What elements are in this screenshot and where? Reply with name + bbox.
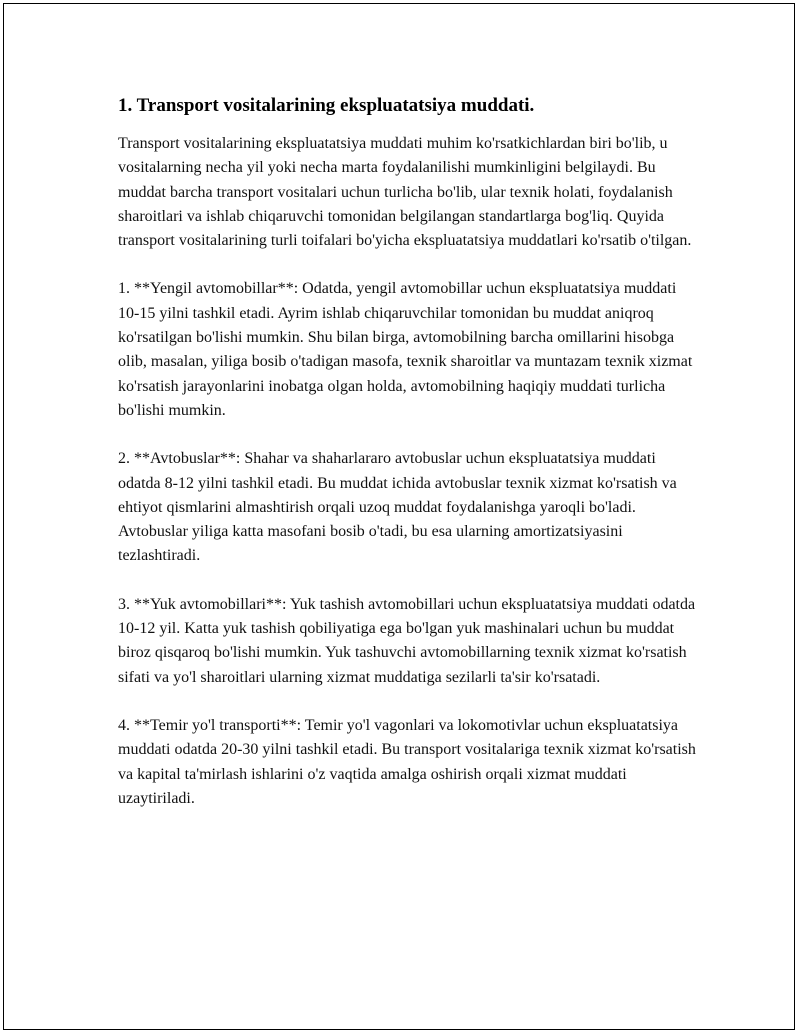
- intro-paragraph: Transport vositalarining ekspluatatsiya muddati muhim ko'rsatkichlardan biri bo'lib, u vositalarning necha yil yoki necha marta foydalanilishi mumkinligini belgilaydi. Bu muddat barcha transport vositalari uchun turlicha bo'lib, ular texnik holati, foydalanish sharoitlari va ishlab chiqaruvchi tomonidan belgilangan standartlarga bog'liq. Quyida transport vositalarining turli toifalari bo'yicha ekspluatatsiya muddatlari ko'rsatib o'tilgan.: [118, 135, 692, 250]
- paragraph-railway: 4. **Temir yo'l transporti**: Temir yo'l vagonlari va lokomotivlar uchun ekspluatatsiya muddati odatda 20-30 yilni tashkil etadi. Bu transport vositalariga texnik xizmat ko'rsatish va kapital ta'mirlash ishlarini o'z vaqtida amalga oshirish orqali xizmat muddati uzaytiriladi.: [118, 716, 696, 807]
- paragraph-cars: 1. **Yengil avtomobillar**: Odatda, yengil avtomobillar uchun ekspluatatsiya muddati 10-15 yilni tashkil etadi. Ayrim ishlab chiqaruvchilar tomonidan bu muddat aniqroq ko'rsatilgan bo'lishi mumkin. Shu bilan birga, avtomobilning barcha omillarini hisobga olib, masalan, yiliga bosib o'tadigan masofa, texnik sharoitlar va muntazam texnik xizmat ko'rsatish jarayonlarini inobatga olgan holda, avtomobilning haqiqiy muddati turlicha bo'lishi mumkin.: [118, 280, 693, 419]
- paragraph-trucks: 3. **Yuk avtomobillari**: Yuk tashish avtomobillari uchun ekspluatatsiya muddati odatda 10-12 yil. Katta yuk tashish qobiliyatiga ega bo'lgan yuk mashinalari uchun bu muddat biroz qisqaroq bo'lishi mumkin. Yuk tashuvchi avtomobillarning texnik xizmat ko'rsatish sifati va yo'l sharoitlari ularning xizmat muddatiga sezilarli ta'sir ko'rsatadi.: [118, 595, 696, 686]
- document-body: [118, 94, 698, 811]
- section-heading: 1. Transport vositalarining ekspluatatsiya muddati.: [118, 95, 535, 116]
- paragraph-buses: 2. **Avtobuslar**: Shahar va shaharlararo avtobuslar uchun ekspluatatsiya muddati odatda 8-12 yilni tashkil etadi. Bu muddat ichida avtobuslar texnik xizmat ko'rsatish va ehtiyot qismlarini almashtirish orqali uzoq muddat foydalanishga yaroqli bo'ladi. Avtobuslar yiliga katta masofani bosib o'tadi, bu esa ularning amortizatsiyasini tezlashtiradi.: [118, 450, 677, 565]
